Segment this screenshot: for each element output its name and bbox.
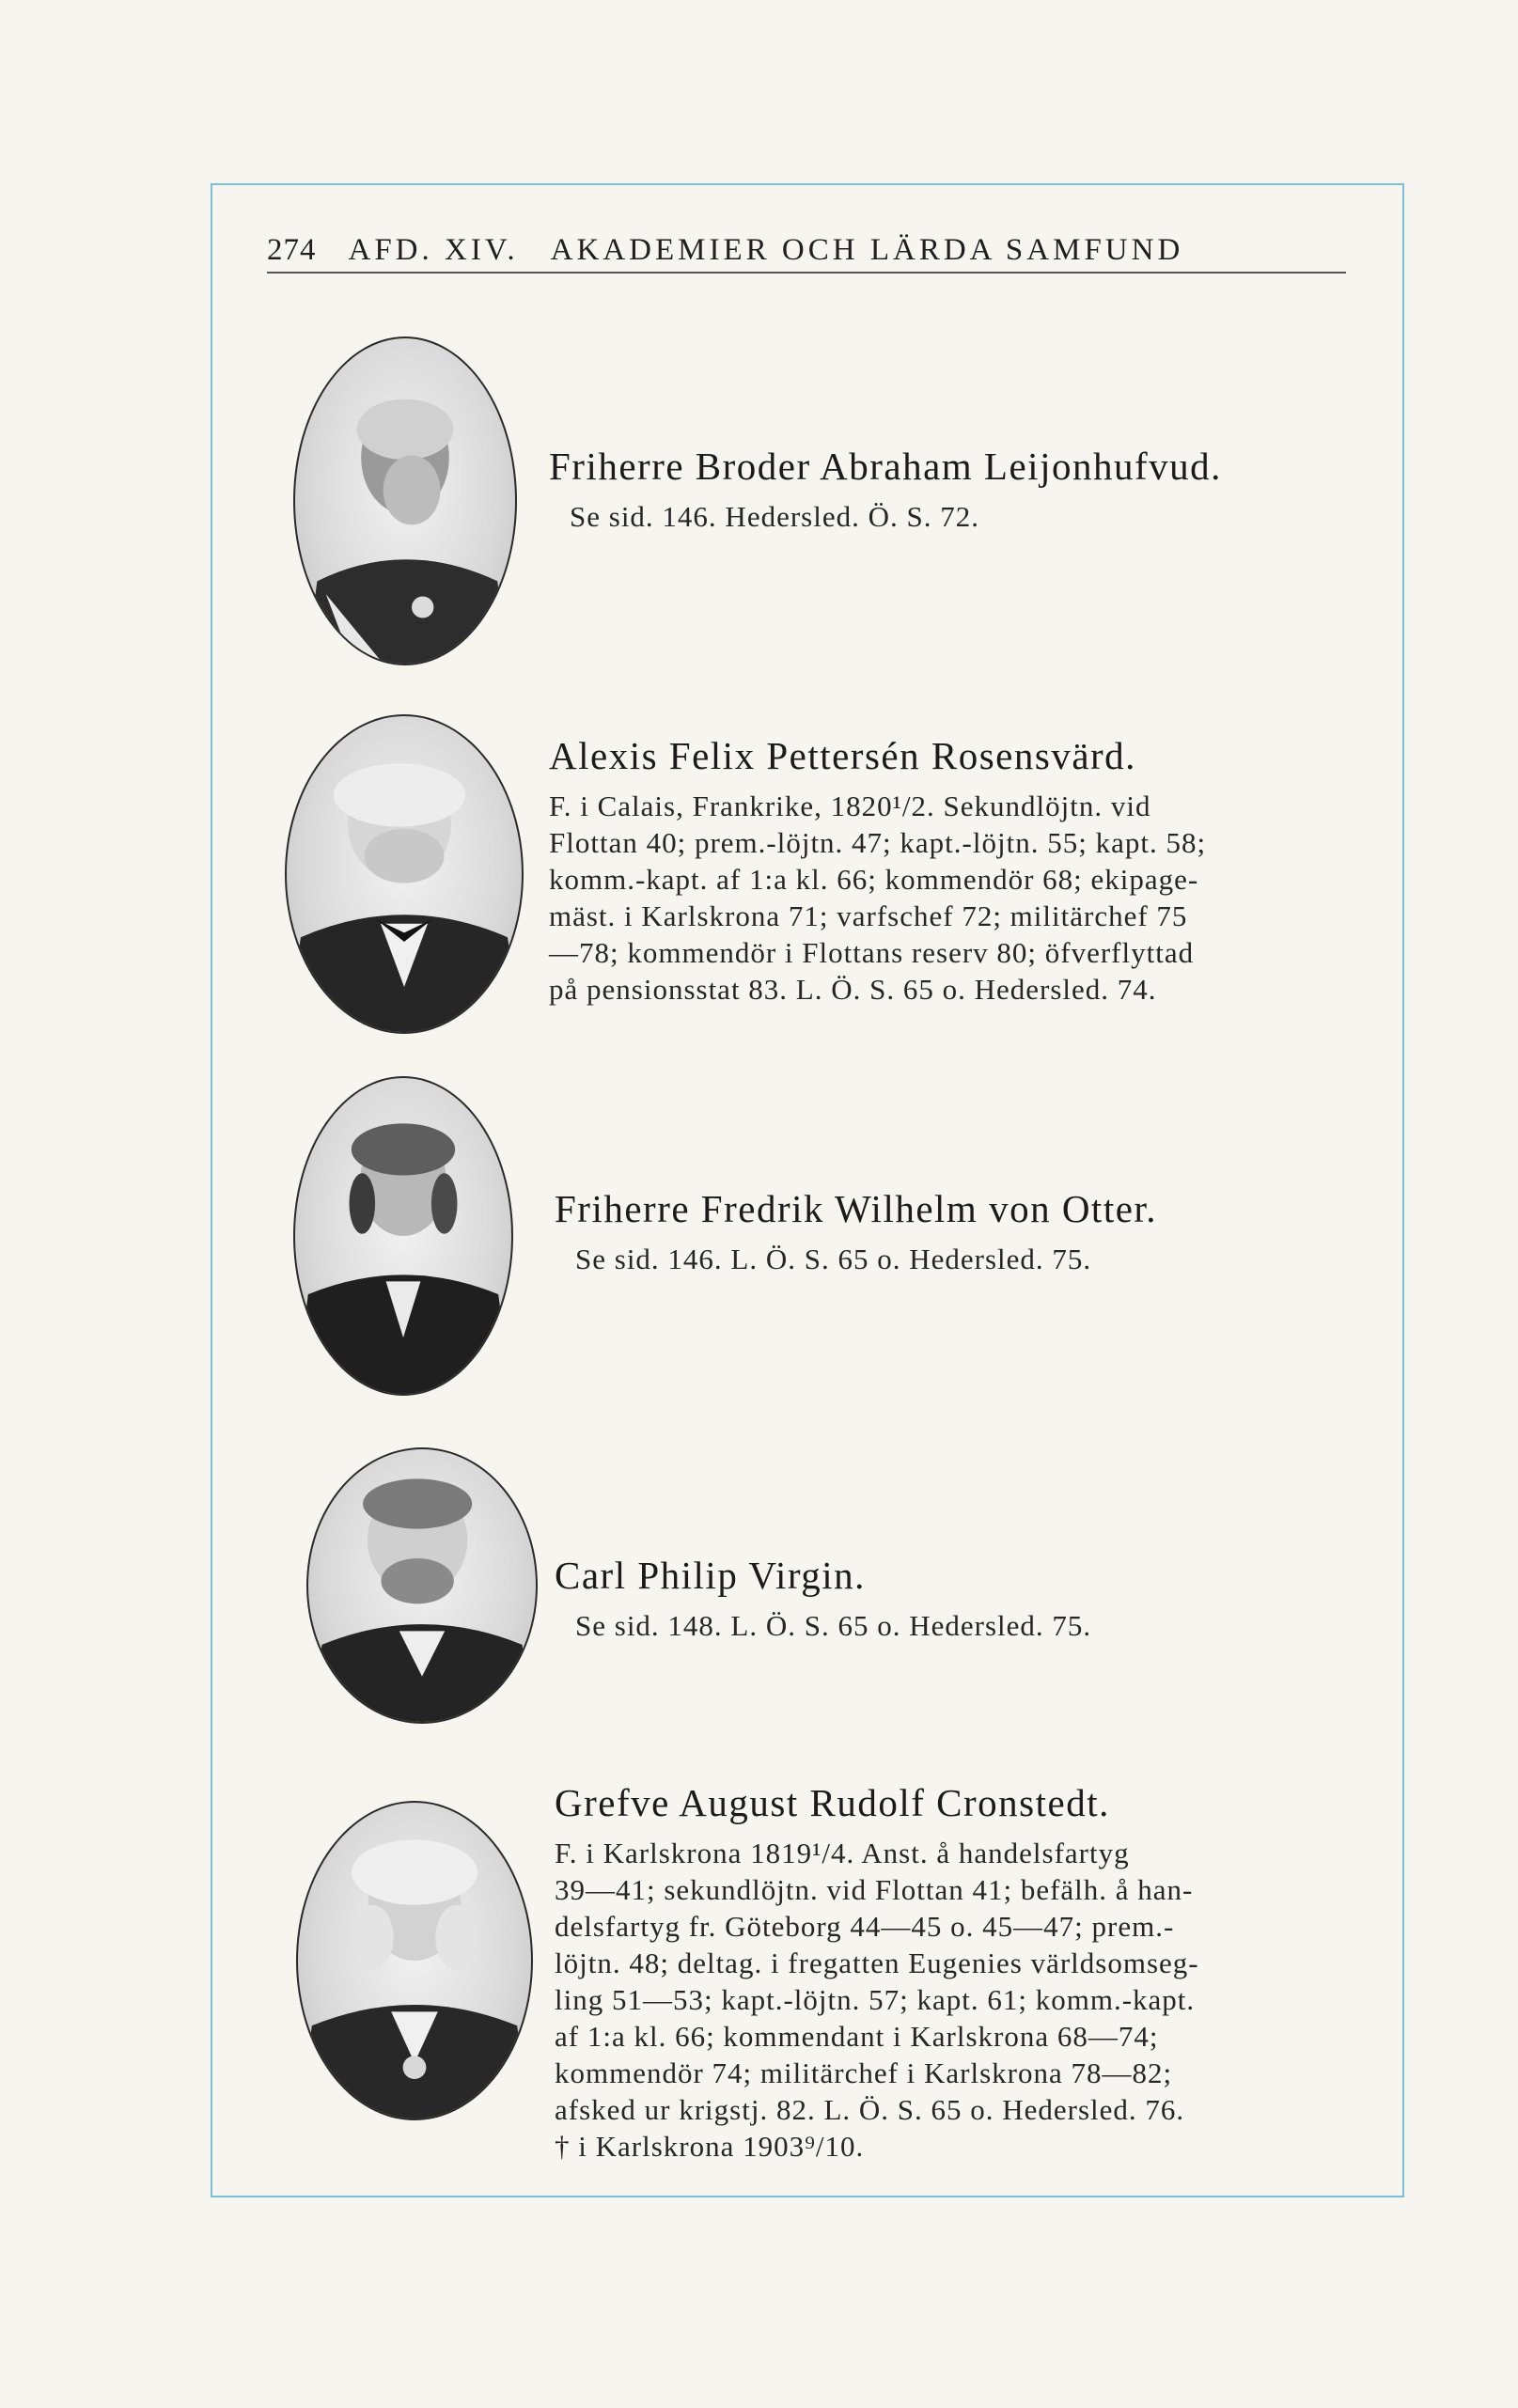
- entry-info: F. i Calais, Frankrike, 1820¹/2. Sekundlöjtn. vid Flottan 40; prem.-löjtn. 47; kapt.-löjtn. 55; kapt. 58; komm.-kapt. af 1:a kl. 66; kommendör 68; ekipage- mäst. i Karlskrona 71; varfschef 72; militärchef 75 —78; kommendör i Flottans reserv 80; öfverflyttad på pensionsstat 83. L. Ö. S. 65 o. Hedersled. 74.: [549, 790, 1207, 1006]
- page-header: [267, 233, 1346, 274]
- entry-info: F. i Karlskrona 1819¹/4. Anst. å handelsfartyg 39—41; sekundlöjtn. vid Flottan 41; befälh. å han- delsfartyg fr. Göteborg 44—45 o. 45—47; prem.- löjtn. 48; deltag. i fregatten Eugenies världsomseg- ling 51—53; kapt.-löjtn. 57; kapt. 61; komm.-kapt. af 1:a kl. 66; kommendant i Karlskrona 68—74; kommendör 74; militärchef i Karlskrona 78—82; afsked ur krigstj. 82. L. Ö. S. 65 o. Hedersled. 76. † i Karlskrona 1903⁹/10.: [555, 1837, 1199, 2163]
- portrait-rosensvard: [285, 714, 524, 1034]
- page-number: 274: [267, 233, 317, 267]
- page-title: AKADEMIER OCH LÄRDA SAMFUND: [550, 233, 1184, 267]
- portrait-virgin: [306, 1447, 538, 1724]
- section-label: AFD. XIV.: [348, 233, 519, 267]
- entry-info: Se sid. 148. L. Ö. S. 65 o. Hedersled. 75.: [575, 1609, 1092, 1642]
- entry-info: Se sid. 146. Hedersled. Ö. S. 72.: [570, 500, 979, 533]
- portrait-leijonhufvud: [293, 336, 517, 665]
- entry-name: Carl Philip Virgin.: [555, 1554, 866, 1597]
- entry-name: Alexis Felix Pettersén Rosensvärd.: [549, 734, 1136, 777]
- entry-name: Friherre Fredrik Wilhelm von Otter.: [555, 1187, 1158, 1230]
- entry-info: Se sid. 146. L. Ö. S. 65 o. Hedersled. 75.: [575, 1243, 1092, 1275]
- portrait-von-otter: [293, 1076, 513, 1396]
- entry-name: Friherre Broder Abraham Leijonhufvud.: [549, 445, 1222, 488]
- portrait-cronstedt: [296, 1801, 533, 2120]
- entry-name: Grefve August Rudolf Cronstedt.: [555, 1781, 1110, 1824]
